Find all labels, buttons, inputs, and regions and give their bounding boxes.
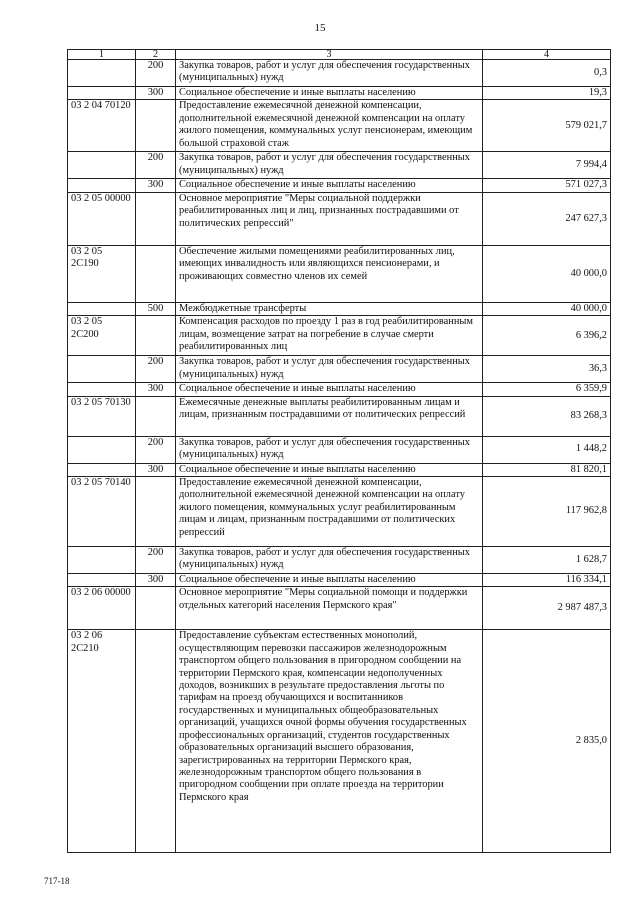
row-amount: 36,3	[483, 356, 611, 383]
row-name: Предоставление ежемесячной денежной компенсации, дополнительной ежемесячной денежной компенсации на оплату жилого помещения, коммунальных услуг реабилитированным лицам и лицам, признанным пострадавшими от политических репрессий	[176, 477, 483, 547]
table-row	[68, 574, 611, 587]
page-number: 15	[314, 22, 326, 34]
row-code	[68, 547, 136, 574]
row-expense-type: 300	[136, 383, 176, 396]
row-amount: 117 962,8	[483, 477, 611, 547]
row-code: 03 2 05 2С190	[68, 245, 136, 302]
table-row	[68, 547, 611, 574]
table-row	[68, 630, 611, 853]
row-expense-type	[136, 316, 176, 356]
row-name: Предоставление субъектам естественных монополий, осуществляющим перевозки пассажиров железнодорожным транспортом общего пользования в пригородном сообщении на территории Пермского края, компенсации недополученных доходов, возникших в результате предоставления льготы по тарифам на проезд обучающихся и воспитанников государственных и муниципальных общеобразовательных организаций, учащихся очной формы обучения государственных профессиональных организаций, студентов государственных образовательных организаций высшего образования, зарегистрированных на территории Пермского края, железнодорожным транспортом общего пользования в пригородном сообщении при оплате проезда на территории Пермского края	[176, 630, 483, 853]
row-code	[68, 87, 136, 100]
row-expense-type	[136, 587, 176, 630]
row-name: Основное мероприятие "Меры социальной поддержки реабилитированных лиц и лиц, признанных пострадавшими от политических репрессий"	[176, 192, 483, 245]
row-amount: 571 027,3	[483, 179, 611, 192]
row-expense-type	[136, 192, 176, 245]
table-row	[68, 383, 611, 396]
row-amount: 1 628,7	[483, 547, 611, 574]
row-code	[68, 463, 136, 476]
row-name: Социальное обеспечение и иные выплаты населению	[176, 463, 483, 476]
row-expense-type: 300	[136, 574, 176, 587]
row-name: Основное мероприятие "Меры социальной помощи и поддержки отдельных категорий населения Пермского края"	[176, 587, 483, 630]
table-row	[68, 356, 611, 383]
row-name: Социальное обеспечение и иные выплаты населению	[176, 87, 483, 100]
row-amount: 40 000,0	[483, 302, 611, 315]
row-code: 03 2 04 70120	[68, 100, 136, 152]
row-expense-type: 200	[136, 60, 176, 87]
footer-code: 717-18	[44, 876, 70, 886]
header-col-3: 3	[176, 50, 483, 60]
table-row	[68, 192, 611, 245]
row-name: Закупка товаров, работ и услуг для обеспечения государственных (муниципальных) нужд	[176, 436, 483, 463]
row-name: Закупка товаров, работ и услуг для обеспечения государственных (муниципальных) нужд	[176, 547, 483, 574]
row-code: 03 2 05 70140	[68, 477, 136, 547]
header-col-4: 4	[483, 50, 611, 60]
table-row	[68, 60, 611, 87]
row-expense-type	[136, 630, 176, 853]
row-expense-type: 300	[136, 87, 176, 100]
table-row	[68, 302, 611, 315]
table-header-row	[68, 50, 611, 60]
row-name: Социальное обеспечение и иные выплаты населению	[176, 383, 483, 396]
table-row	[68, 179, 611, 192]
row-amount: 19,3	[483, 87, 611, 100]
row-code	[68, 152, 136, 179]
table-row	[68, 245, 611, 302]
table-row	[68, 436, 611, 463]
table-row	[68, 477, 611, 547]
row-name: Закупка товаров, работ и услуг для обеспечения государственных (муниципальных) нужд	[176, 60, 483, 87]
row-code: 03 2 06 2С210	[68, 630, 136, 853]
row-code: 03 2 06 00000	[68, 587, 136, 630]
table-row	[68, 463, 611, 476]
row-expense-type: 200	[136, 356, 176, 383]
row-code	[68, 356, 136, 383]
row-code: 03 2 05 2С200	[68, 316, 136, 356]
header-col-1: 1	[68, 50, 136, 60]
row-expense-type	[136, 396, 176, 436]
row-expense-type	[136, 477, 176, 547]
row-expense-type: 200	[136, 547, 176, 574]
table-row	[68, 152, 611, 179]
table-row	[68, 587, 611, 630]
table-row	[68, 316, 611, 356]
row-code	[68, 60, 136, 87]
row-expense-type: 200	[136, 152, 176, 179]
row-amount: 1 448,2	[483, 436, 611, 463]
row-expense-type: 300	[136, 179, 176, 192]
row-amount: 6 396,2	[483, 316, 611, 356]
table-row	[68, 100, 611, 152]
row-amount: 81 820,1	[483, 463, 611, 476]
row-code: 03 2 05 70130	[68, 396, 136, 436]
row-code	[68, 574, 136, 587]
header-col-2: 2	[136, 50, 176, 60]
row-amount: 247 627,3	[483, 192, 611, 245]
row-name: Предоставление ежемесячной денежной компенсации, дополнительной ежемесячной денежной компенсации на оплату жилого помещения, коммунальных услуг пенсионерам, имеющим большой страховой стаж	[176, 100, 483, 152]
row-name: Межбюджетные трансферты	[176, 302, 483, 315]
row-expense-type	[136, 245, 176, 302]
row-expense-type: 200	[136, 436, 176, 463]
row-code	[68, 302, 136, 315]
row-name: Закупка товаров, работ и услуг для обеспечения государственных (муниципальных) нужд	[176, 356, 483, 383]
row-name: Компенсация расходов по проезду 1 раз в год реабилитированным лицам, возмещение затрат на погребение в случае смерти реабилитированных лиц	[176, 316, 483, 356]
row-name: Социальное обеспечение и иные выплаты населению	[176, 179, 483, 192]
row-code	[68, 179, 136, 192]
row-amount: 2 835,0	[483, 630, 611, 853]
row-expense-type: 300	[136, 463, 176, 476]
row-expense-type: 500	[136, 302, 176, 315]
row-code: 03 2 05 00000	[68, 192, 136, 245]
row-amount: 83 268,3	[483, 396, 611, 436]
table-row	[68, 396, 611, 436]
row-expense-type	[136, 100, 176, 152]
row-amount: 2 987 487,3	[483, 587, 611, 630]
row-amount: 579 021,7	[483, 100, 611, 152]
row-name: Ежемесячные денежные выплаты реабилитированным лицам и лицам, признанным пострадавшими от политических репрессий	[176, 396, 483, 436]
budget-table	[67, 49, 611, 853]
row-name: Социальное обеспечение и иные выплаты населению	[176, 574, 483, 587]
row-amount: 7 994,4	[483, 152, 611, 179]
row-amount: 116 334,1	[483, 574, 611, 587]
row-code	[68, 436, 136, 463]
row-amount: 40 000,0	[483, 245, 611, 302]
row-amount: 0,3	[483, 60, 611, 87]
row-amount: 6 359,9	[483, 383, 611, 396]
row-code	[68, 383, 136, 396]
row-name: Закупка товаров, работ и услуг для обеспечения государственных (муниципальных) нужд	[176, 152, 483, 179]
row-name: Обеспечение жилыми помещениями реабилитированных лиц, имеющих инвалидность или являющихся пенсионерами, и проживающих совместно членов их семей	[176, 245, 483, 302]
table-row	[68, 87, 611, 100]
